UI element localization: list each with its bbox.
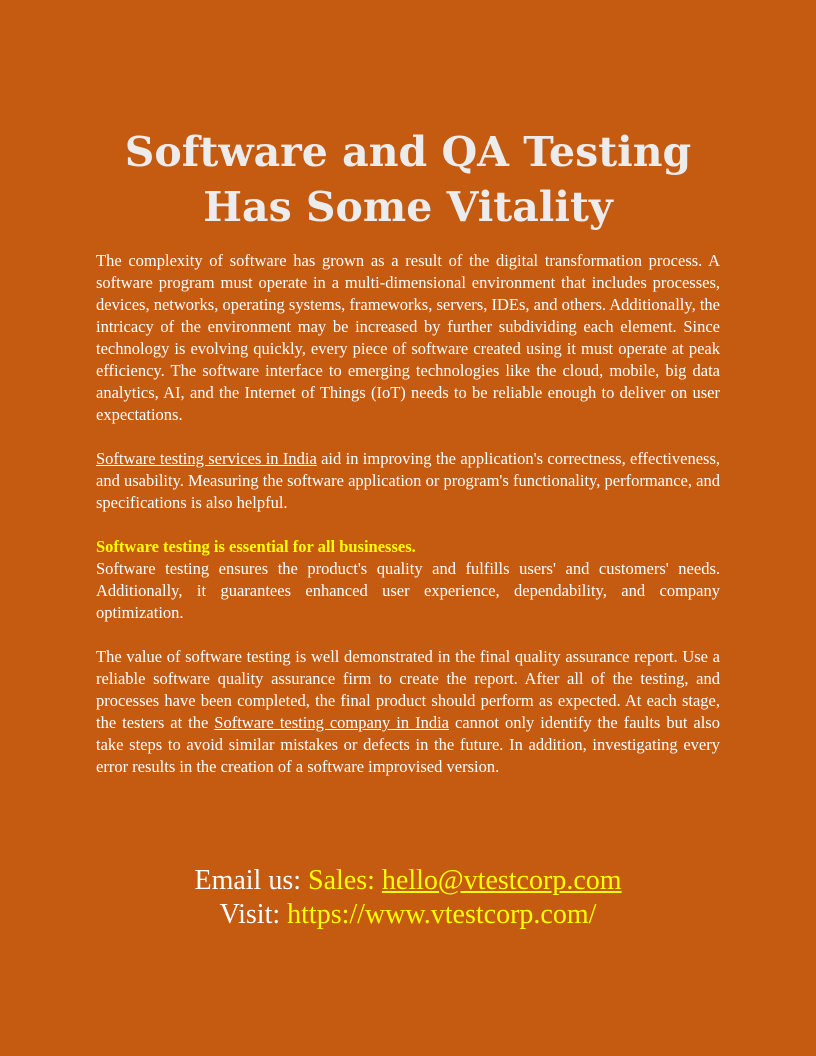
paragraph-value-text-1: The value of software testing is well demonstrated in the final quality assurance report. Use a reliable software quality assurance firm to create the report. After all of the testing, and processes have been completed, the final product should perform as expected. At each stage, the testers at the bbox=[96, 647, 720, 732]
paragraph-value bbox=[96, 646, 720, 778]
email-label: Email us: bbox=[194, 865, 309, 896]
paragraph-essential-text: Software testing ensures the product's quality and fulfills users' and customers' needs. Additionally, it guarantees enhanced user experience, dependability, and company optimization. bbox=[96, 559, 720, 622]
paragraph-services bbox=[96, 448, 720, 514]
website-link[interactable]: https://www.vtestcorp.com/ bbox=[287, 899, 597, 930]
section-heading: Software testing is essential for all businesses. bbox=[96, 537, 416, 556]
email-link[interactable]: hello@vtestcorp.com bbox=[381, 865, 622, 896]
paragraph-value-text-2: cannot only identify the faults but also take steps to avoid similar mistakes or defects in the future. In addition, investigating every error results in the creation of a software improvised version. bbox=[96, 713, 720, 776]
email-line bbox=[0, 864, 816, 898]
sales-label: Sales: bbox=[308, 865, 382, 896]
paragraph-services-text: aid in improving the application's correctness, effectiveness, and usability. Measuring the software application or program's functionality, performance, and specifications is also helpful. bbox=[96, 449, 720, 512]
contact-block bbox=[0, 864, 816, 932]
paragraph-essential bbox=[96, 536, 720, 624]
title-line-2: Has Some Vitality bbox=[203, 183, 613, 232]
paragraph-intro: The complexity of software has grown as a result of the digital transformation process. A software program must operate in a multi-dimensional environment that includes processes, devices, networks, operating systems, frameworks, servers, IDEs, and others. Additionally, the intricacy of the environment may be increased by further subdividing each element. Since technology is evolving quickly, every piece of software created using it must operate at peak efficiency. The software interface to emerging technologies like the cloud, mobile, big data analytics, AI, and the Internet of Things (IoT) needs to be reliable enough to deliver on user expectations. bbox=[96, 251, 720, 424]
page-title bbox=[0, 125, 816, 235]
software-testing-company-link[interactable]: Software testing company in India bbox=[214, 713, 449, 732]
software-testing-services-link[interactable]: Software testing services in India bbox=[96, 449, 317, 468]
title-line-1: Software and QA Testing bbox=[124, 128, 692, 177]
article-body bbox=[96, 250, 720, 800]
visit-label: Visit: bbox=[219, 899, 288, 930]
visit-line bbox=[0, 898, 816, 932]
